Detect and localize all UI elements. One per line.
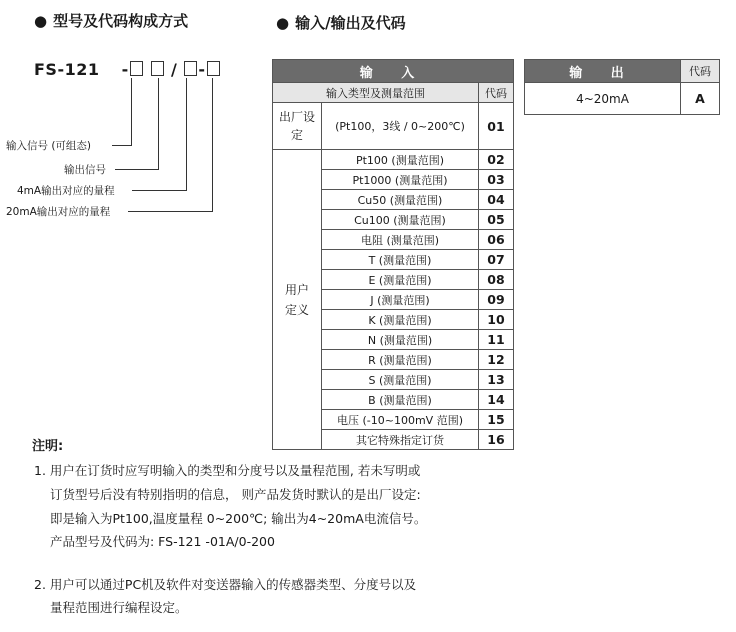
model-prefix: FS-121 [34,60,100,79]
input-code-cell: 08 [479,270,514,290]
input-type-cell: E (测量范围) [322,270,479,290]
input-table [272,59,514,450]
output-code-header: 代码 [681,60,720,83]
legend-output-signal: 输出信号 [64,164,106,176]
input-type-cell: Pt1000 (测量范围) [322,170,479,190]
bullet-icon: ● [34,12,48,30]
note-line: 2. 用户可以通过PC机及软件对变送器输入的传感器类型、分度号以及 [34,577,417,592]
input-code-box [130,61,143,76]
input-code-cell: 02 [479,150,514,170]
range-4ma-box [184,61,197,76]
legend-4ma-range: 4mA输出对应的量程 [17,185,115,197]
note-line: 产品型号及代码为: FS-121 -01A/0-200 [50,534,275,549]
input-type-cell: K (测量范围) [322,310,479,330]
input-code-cell: 12 [479,350,514,370]
factory-setting-label: 出厂设定 [273,103,322,150]
input-type-cell: R (测量范围) [322,350,479,370]
input-type-cell: Pt100 (测量范围) [322,150,479,170]
model-code: FS-121 - / - [34,60,221,79]
input-type-cell: N (测量范围) [322,330,479,350]
range-20ma-box [207,61,220,76]
input-type-cell: J (测量范围) [322,290,479,310]
bullet-icon: ● [276,14,290,32]
input-code-cell: 16 [479,430,514,450]
input-code-cell: 13 [479,370,514,390]
input-type-cell: 其它特殊指定订货 [322,430,479,450]
output-table [524,59,720,115]
note-line: 订货型号后没有特别指明的信息， 则产品发货时默认的是出厂设定: [50,487,421,502]
right-section-title: ● 输入/输出及代码 [276,14,406,32]
input-type-cell: Cu50 (测量范围) [322,190,479,210]
output-code: A [681,83,720,115]
input-type-cell: S (测量范围) [322,370,479,390]
left-section-title: ● 型号及代码构成方式 [34,12,189,30]
input-type-cell: 电压 (-10~100mV 范围) [322,410,479,430]
factory-row-type: (Pt100，3线 / 0~200℃) [322,103,479,150]
input-type-cell: B (测量范围) [322,390,479,410]
input-code-cell: 03 [479,170,514,190]
input-type-header: 输入类型及测量范围 [273,83,479,103]
input-header: 输 入 [273,60,514,83]
input-code-cell: 06 [479,230,514,250]
input-code-cell: 04 [479,190,514,210]
output-value: 4~20mA [525,83,681,115]
input-code-cell: 10 [479,310,514,330]
input-code-cell: 07 [479,250,514,270]
input-type-cell: T (测量范围) [322,250,479,270]
factory-row-code: 01 [479,103,514,150]
input-code-cell: 09 [479,290,514,310]
input-code-header: 代码 [479,83,514,103]
note-line: 即是输入为Pt100,温度量程 0~200℃; 输出为4~20mA电流信号。 [50,511,427,526]
input-code-cell: 15 [479,410,514,430]
input-code-cell: 05 [479,210,514,230]
input-code-cell: 14 [479,390,514,410]
output-code-box [151,61,164,76]
note-line: 量程范围进行编程设定。 [50,600,188,615]
output-header: 输 出 [525,60,681,83]
input-type-cell: 电阻 (测量范围) [322,230,479,250]
input-code-cell: 11 [479,330,514,350]
legend-input-signal: 输入信号 (可组态) [6,140,92,152]
user-defined-label: 用户定义 [273,150,322,450]
notes-title: 注明: [32,439,64,454]
note-line: 1. 用户在订货时应写明输入的类型和分度号以及量程范围, 若未写明或 [34,463,421,478]
input-type-cell: Cu100 (测量范围) [322,210,479,230]
legend-20ma-range: 20mA输出对应的量程 [6,206,111,218]
